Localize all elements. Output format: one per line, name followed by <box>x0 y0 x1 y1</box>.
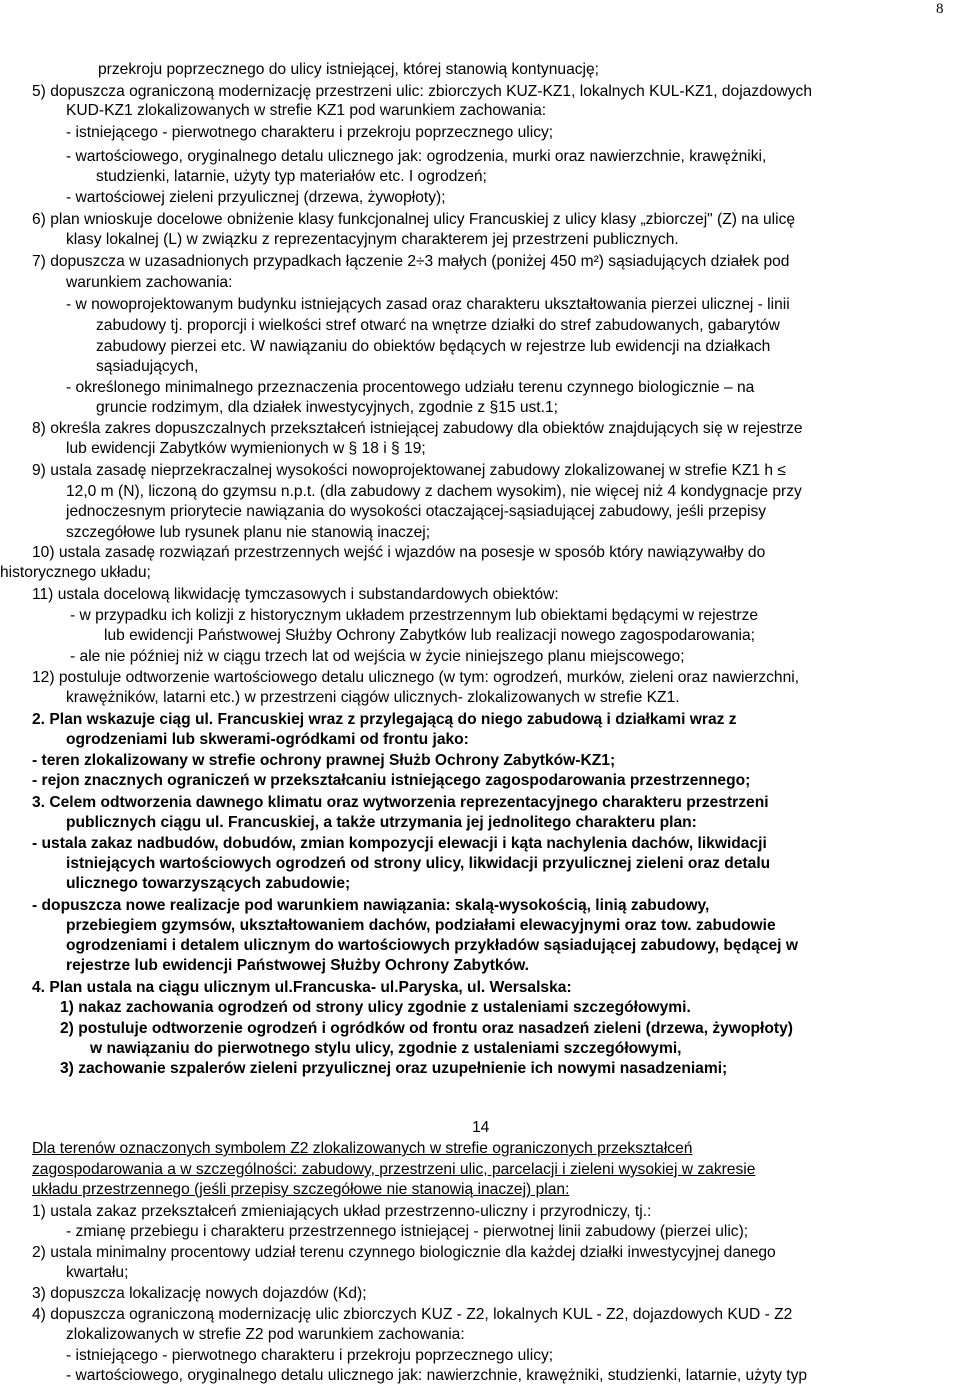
text-line: 2) ustala minimalny procentowy udział terenu czynnego biologicznie dla każdej działki inwestycyjnej danego <box>32 1244 776 1261</box>
text-line: Dla terenów oznaczonych symbolem Z2 zlokalizowanych w strefie ograniczonych przekształceń <box>32 1140 693 1157</box>
text-line: - wartościowego, oryginalnego detalu ulicznego jak: ogrodzenia, murki oraz nawierzchnie, krawężniki, <box>66 148 767 165</box>
text-line: 4. Plan ustala na ciągu ulicznym ul.Francuska- ul.Paryska, ul. Wersalska: <box>32 979 572 996</box>
text-line: przebiegiem gzymsów, ukształtowaniem dachów, podziałami elewacyjnymi oraz tow. zabudowie <box>66 917 776 934</box>
text-line: warunkiem zachowania: <box>66 274 233 291</box>
text-line: - istniejącego - pierwotnego charakteru i przekroju poprzecznego ulicy; <box>66 124 554 141</box>
text-line: 4) dopuszcza ograniczoną modernizację ulic zbiorczych KUZ - Z2, lokalnych KUL - Z2, dojazdowych KUD - Z2 <box>32 1306 793 1323</box>
text-line: - określonego minimalnego przeznaczenia procentowego udziału terenu czynnego biologicznie – na <box>66 379 755 396</box>
text-line: przekroju poprzecznego do ulicy istniejącej, której stanowią kontynuację; <box>98 61 600 78</box>
text-line: - ustala zakaz nadbudów, dobudów, zmian kompozycji elewacji i kąta nachylenia dachów, likwidacji <box>32 835 767 852</box>
text-line: 14 <box>472 1119 490 1136</box>
text-line: 10) ustala zasadę rozwiązań przestrzennych wejść i wjazdów na posesje w sposób który nawiązywałby do <box>32 544 766 561</box>
text-line: jednoczesnym priorytecie nawiązania do wysokości otaczającej-sąsiadującej zabudowy, jeśli przepisy <box>66 503 767 520</box>
text-line: 12) postuluje odtworzenie wartościowego detalu ulicznego (w tym: ogrodzeń, murków, zieleni oraz nawierzchni, <box>32 669 800 686</box>
text-line: 11) ustala docelową likwidację tymczasowych i substandardowych obiektów: <box>32 586 559 603</box>
text-line: zagospodarowania a w szczególności: zabudowy, przestrzeni ulic, parcelacji i zieleni wysokiej w zakresie <box>32 1161 756 1178</box>
text-line: zabudowy tj. proporcji i wielkości stref otwarć na wnętrze działki do stref zabudowanych, gabarytów <box>96 317 780 334</box>
text-line: - dopuszcza nowe realizacje pod warunkiem nawiązania: skalą-wysokością, linią zabudowy, <box>32 897 710 914</box>
text-line: klasy lokalnej (L) w związku z reprezentacyjnym charakterem jej przestrzeni publicznych. <box>66 231 679 248</box>
text-line: krawężników, latarni etc.) w przestrzeni ciągów ulicznych- zlokalizowanych w strefie KZ1. <box>66 689 680 706</box>
text-line: - istniejącego - pierwotnego charakteru i przekroju poprzecznego ulicy; <box>66 1347 554 1364</box>
text-line: 5) dopuszcza ograniczoną modernizację przestrzeni ulic: zbiorczych KUZ-KZ1, lokalnych KUL-KZ1, dojazdowych <box>32 83 813 100</box>
text-line: ogrodzeniami i detalem ulicznym do wartościowych przykładów sąsiadującej zabudowy, będącej w <box>66 937 798 954</box>
text-line: studzienki, latarnie, użyty typ materiałów etc. I ogrodzeń; <box>96 168 487 185</box>
text-line: gruncie rodzimym, dla działek inwestycyjnych, zgodnie z §15 ust.1; <box>96 399 558 416</box>
text-line: - ale nie później niż w ciągu trzech lat od wejścia w życie niniejszego planu miejscowego; <box>70 648 685 665</box>
text-line: - w nowoprojektowanym budynku istniejących zasad oraz charakteru ukształtowania pierzei ulicznej - linii <box>66 296 790 313</box>
text-line: lub ewidencji Zabytków wymienionych w § 18 i § 19; <box>66 440 426 457</box>
text-line: układu przestrzennego (jeśli przepisy szczegółowe nie stanowią inaczej) plan: <box>32 1181 570 1198</box>
text-line: 3) zachowanie szpalerów zieleni przyulicznej oraz uzupełnienie ich nowymi nasadzeniami; <box>60 1060 728 1077</box>
text-line: 2. Plan wskazuje ciąg ul. Francuskiej wraz z przylegającą do niego zabudową i działkami wraz z <box>32 711 737 728</box>
text-line: 3. Celem odtworzenia dawnego klimatu oraz wytworzenia reprezentacyjnego charakteru przestrzeni <box>32 794 769 811</box>
text-line: - zmianę przebiegu i charakteru przestrzennego istniejącej - pierwotnej linii zabudowy (pierzei ulic); <box>66 1223 749 1240</box>
text-line: 3) dopuszcza lokalizację nowych dojazdów (Kd); <box>32 1285 367 1302</box>
text-line: 6) plan wnioskuje docelowe obniżenie klasy funkcjonalnej ulicy Francuskiej z ulicy klasy „zbiorczej" (Z) na ulicę <box>32 211 796 228</box>
text-line: sąsiadujących, <box>96 358 199 375</box>
text-line: zabudowy pierzei etc. W nawiązaniu do obiektów będących w rejestrze lub ewidencji na działkach <box>96 338 771 355</box>
text-line: lub ewidencji Państwowej Służby Ochrony Zabytków lub realizacji nowego zagospodarowania; <box>104 627 755 644</box>
text-line: kwartału; <box>66 1264 129 1281</box>
text-line: - teren zlokalizowany w strefie ochrony prawnej Służb Ochrony Zabytków-KZ1; <box>32 752 616 769</box>
text-line: zlokalizowanych w strefie Z2 pod warunkiem zachowania: <box>66 1326 465 1343</box>
text-line: 12,0 m (N), liczoną do gzymsu n.p.t. (dla zabudowy z dachem wysokim), nie więcej niż 4 kondygnacje przy <box>66 483 802 500</box>
text-line: 1) ustala zakaz przekształceń zmieniających układ przestrzenno-uliczny i przyrodniczy, tj.: <box>32 1203 652 1220</box>
text-line: - wartościowej zieleni przyulicznej (drzewa, żywopłoty); <box>66 189 446 206</box>
page-number: 8 <box>936 1 944 17</box>
text-line: historycznego układu; <box>0 564 151 581</box>
text-line: szczegółowe lub rysunek planu nie stanowią inaczej; <box>66 524 431 541</box>
text-line: KUD-KZ1 zlokalizowanych w strefie KZ1 pod warunkiem zachowania: <box>66 102 547 119</box>
text-line: 2) postuluje odtworzenie ogrodzeń i ogródków od frontu oraz nasadzeń zieleni (drzewa, żywopłoty) <box>60 1020 793 1037</box>
text-line: istniejących wartościowych ogrodzeń od strony ulicy, likwidacji przyulicznej zieleni oraz detalu <box>66 855 771 872</box>
text-line: - w przypadku ich kolizji z historycznym układem przestrzennym lub obiektami będącymi w rejestrze <box>70 607 759 624</box>
text-line: 9) ustala zasadę nieprzekraczalnej wysokości nowoprojektowanej zabudowy zlokalizowanej w strefie KZ1 h ≤ <box>32 462 786 479</box>
text-line: ulicznego towarzyszących zabudowie; <box>66 875 351 892</box>
text-line: 7) dopuszcza w uzasadnionych przypadkach łączenie 2÷3 małych (poniżej 450 m²) sąsiadujących działek pod <box>32 253 790 270</box>
text-line: rejestrze lub ewidencji Państwowej Służby Ochrony Zabytków. <box>66 957 530 974</box>
text-line: 8) określa zakres dopuszczalnych przekształceń istniejącej zabudowy dla obiektów znajdujących się w rejestrze <box>32 420 803 437</box>
text-line: ogrodzeniami lub skwerami-ogródkami od frontu jako: <box>66 731 469 748</box>
text-line: 1) nakaz zachowania ogrodzeń od strony ulicy zgodnie z ustaleniami szczegółowymi. <box>60 999 691 1016</box>
text-line: publicznych ciągu ul. Francuskiej, a także utrzymania jej jednolitego charakteru plan: <box>66 814 697 831</box>
text-line: - wartościowego, oryginalnego detalu ulicznego jak: nawierzchnie, krawężniki, studzienki, latarnie, użyty typ <box>66 1367 808 1384</box>
text-line: - rejon znacznych ograniczeń w przekształcaniu istniejącego zagospodarowania przestrzennego; <box>32 772 751 789</box>
text-line: w nawiązaniu do pierwotnego stylu ulicy, zgodnie z ustaleniami szczegółowymi, <box>90 1040 682 1057</box>
